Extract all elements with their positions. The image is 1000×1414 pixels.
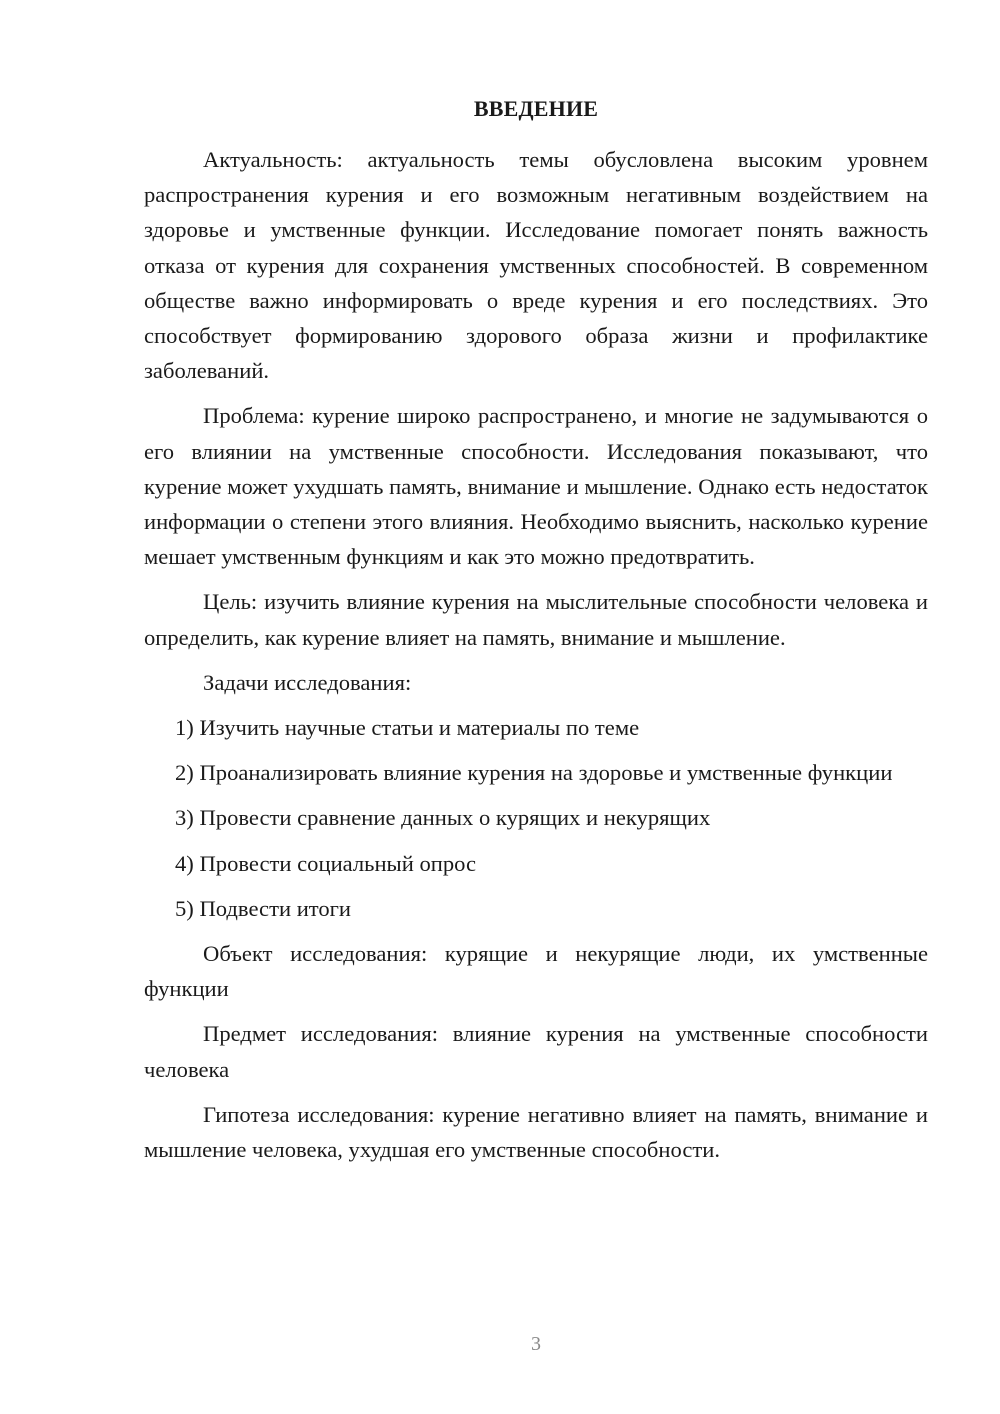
page-number: 3 — [531, 1333, 541, 1355]
subject-paragraph: Предмет исследования: влияние курения на умственные способности человека — [144, 1021, 928, 1082]
goal-paragraph: Цель: изучить влияние курения на мыслительные способности человека и определить, как курение влияет на память, внимание и мышление. — [144, 589, 928, 650]
relevance-paragraph: Актуальность: актуальность темы обусловлена высоким уровнем распространения курения и его возможным негативным воздействием на здоровье и умственные функции. Исследование помогает понять важность отказа от курения для сохранения умственных способностей. В современном обществе важно информировать о вреде курения и его последствиях. Это способствует формированию здорового образа жизни и профилактике заболеваний. — [144, 147, 928, 384]
tasks-heading: Задачи исследования: — [203, 669, 412, 695]
object-paragraph: Объект исследования: курящие и некурящие люди, их умственные функции — [144, 941, 928, 1002]
task-item: 1) Изучить научные статьи и материалы по теме — [175, 715, 640, 741]
hypothesis-paragraph: Гипотеза исследования: курение негативно влияет на память, внимание и мышление человека, ухудшая его умственные способности. — [144, 1101, 928, 1163]
task-item: 2) Проанализировать влияние курения на здоровье и умственные функции — [175, 760, 893, 786]
section-heading: ВВЕДЕНИЕ — [473, 96, 599, 121]
document-body — [144, 142, 928, 1167]
task-item: 4) Провести социальный опрос — [175, 850, 477, 876]
task-item: 3) Провести сравнение данных о курящих и некурящих — [175, 805, 711, 831]
problem-paragraph: Проблема: курение широко распространено, и многие не задумываются о его влиянии на умственные способности. Исследования показывают, что курение может ухудшать память, внимание и мышление. Однако есть недостаток информации о степени этого влияния. Необходимо выяснить, насколько курение мешает умственным функциям и как это можно предотвратить. — [144, 403, 928, 570]
task-item: 5) Подвести итоги — [175, 895, 352, 921]
